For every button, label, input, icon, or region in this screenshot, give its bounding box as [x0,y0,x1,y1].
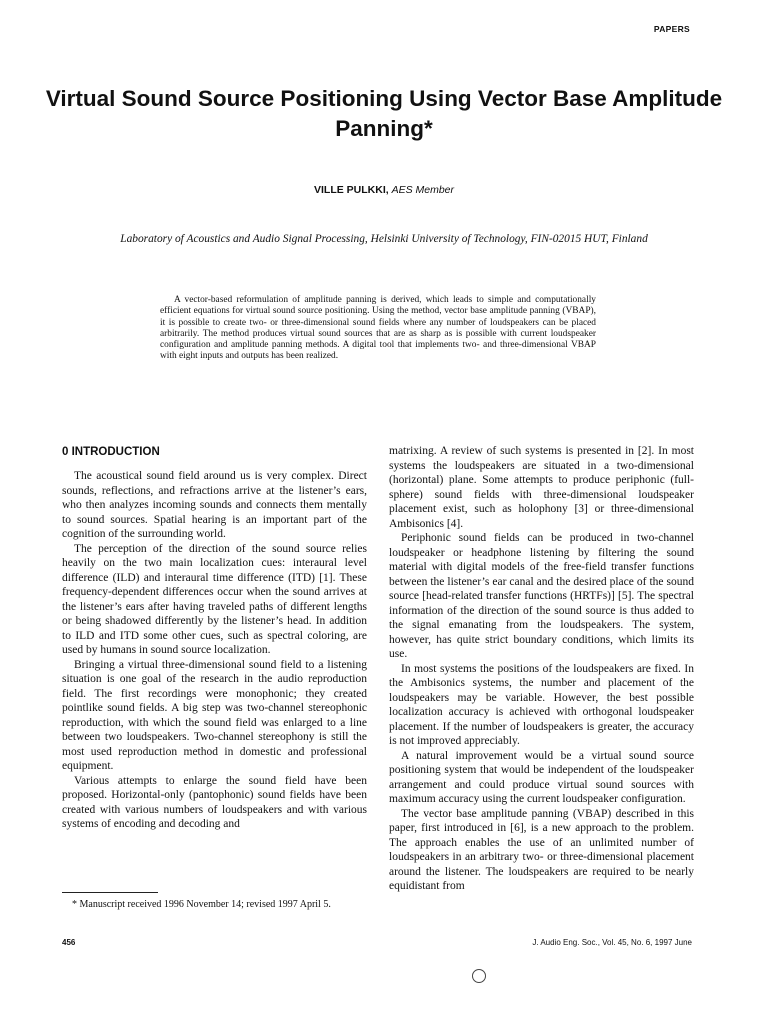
footnote: * Manuscript received 1996 November 14; revised 1997 April 5. [72,899,331,910]
affiliation: Laboratory of Acoustics and Audio Signal Processing, Helsinki University of Technology, FIN-02015 HUT, Finland [120,233,648,245]
body-paragraph: The perception of the direction of the sound source relies heavily on the two main localization cues: interaural level difference (ILD) and interaural time difference (ITD) [1]. These frequency-dependent differences occur when the sound arrives at the listener’s ears after having traveled paths of different lengths or being shadowed differently by the listener’s head. In addition to ILD and ITD some other cues, such as spectral coloring, are used by humans in sound source localization. [62,542,367,656]
page-number: 456 [62,938,76,947]
author-membership: AES Member [391,184,455,196]
abstract: A vector-based reformulation of amplitude panning is derived, which leads to simple and computationally efficient equations for virtual sound source positioning. Using the method, vector base amplitude panning (VBAP), it is possible to create two- or three-dimensional sound fields where any number of loudspeakers can be placed arbitrarily. The method produces virtual sound sources that are as sharp as is possible with current loudspeaker configuration and amplitude panning methods. A digital tool that implements two- and three-dimensional VBAP with eight inputs and outputs has been realized. [160,295,596,362]
author-name: VILLE PULKKI, [313,184,389,196]
body-paragraph: A natural improvement would be a virtual sound source positioning system that would be independent of the loudspeaker arrangement and could produce virtual sound sources with maximum accuracy using the current loudspeaker configuration. [389,749,694,805]
body-paragraph: Bringing a virtual three-dimensional sound field to a listening situation is one goal of the research in the audio reproduction field. The first recordings were monophonic; they created pointlike sound fields. A big step was two-channel stereophonic reproduction, with which the sound field was enlarged to a line between two loudspeakers. Two-channel stereophony is still the most used reproduction method in domestic and professional equipment. [62,658,367,772]
section-heading: 0 INTRODUCTION [62,446,160,458]
left-column [62,444,367,832]
right-column [389,444,694,894]
body-paragraph: In most systems the positions of the loudspeakers are fixed. In the Ambisonics systems, the number and placement of the loudspeakers may be variable. However, the best possible localization accuracy is achieved with orthogonal loudspeaker placement. If the number of loudspeakers is greater, the accuracy is not improved appreciably. [389,662,694,747]
circle-mark-icon [472,969,486,983]
body-paragraph: Various attempts to enlarge the sound field have been proposed. Horizontal-only (pantophonic) sound fields have been created with various numbers of loudspeakers and with various systems of encoding and decoding and [62,774,367,830]
section-tag: PAPERS [653,24,690,34]
footnote-divider [62,892,158,893]
body-paragraph: Periphonic sound fields can be produced in two-channel loudspeaker or headphone listening by filtering the sound material with digital models of the free-field transfer functions between the listener’s ear canal and the desired place of the sound source [head-related transfer functions (HRTFs)] [5]. The spectral information of the direction of the sound source is thus added to the signal emanating from the loudspeakers. The system, however, has quite strict boundary conditions, which limits its use. [389,532,694,660]
body-paragraph: matrixing. A review of such systems is presented in [2]. In most systems the loudspeakers are situated in a two-dimensional (horizontal) plane. Some attempts to produce periphonic (full-sphere) sound fields with three-dimensional loudspeaker placement exist, such as holophony [3] or three-dimensional Ambisonics [4]. [389,445,694,530]
paper-title: Virtual Sound Source Positioning Using Vector Base Amplitude Panning* [45,86,723,141]
author-line [0,184,768,196]
body-paragraph: The vector base amplitude panning (VBAP) described in this paper, first introduced in [6], is a new approach to the problem. The approach enables the use of an unlimited number of loudspeakers in an arbitrary two- or three-dimensional placement around the listener. The loudspeakers are required to be nearly equidistant from [389,807,694,892]
body-paragraph: The acoustical sound field around us is very complex. Direct sounds, reflections, and refractions arrive at the listener’s ears, who then analyzes incoming sounds and connects them mentally to sound sources. Spatial hearing is an important part of the cognition of the surrounding world. [62,470,367,540]
journal-reference: J. Audio Eng. Soc., Vol. 45, No. 6, 1997 June [532,938,692,947]
